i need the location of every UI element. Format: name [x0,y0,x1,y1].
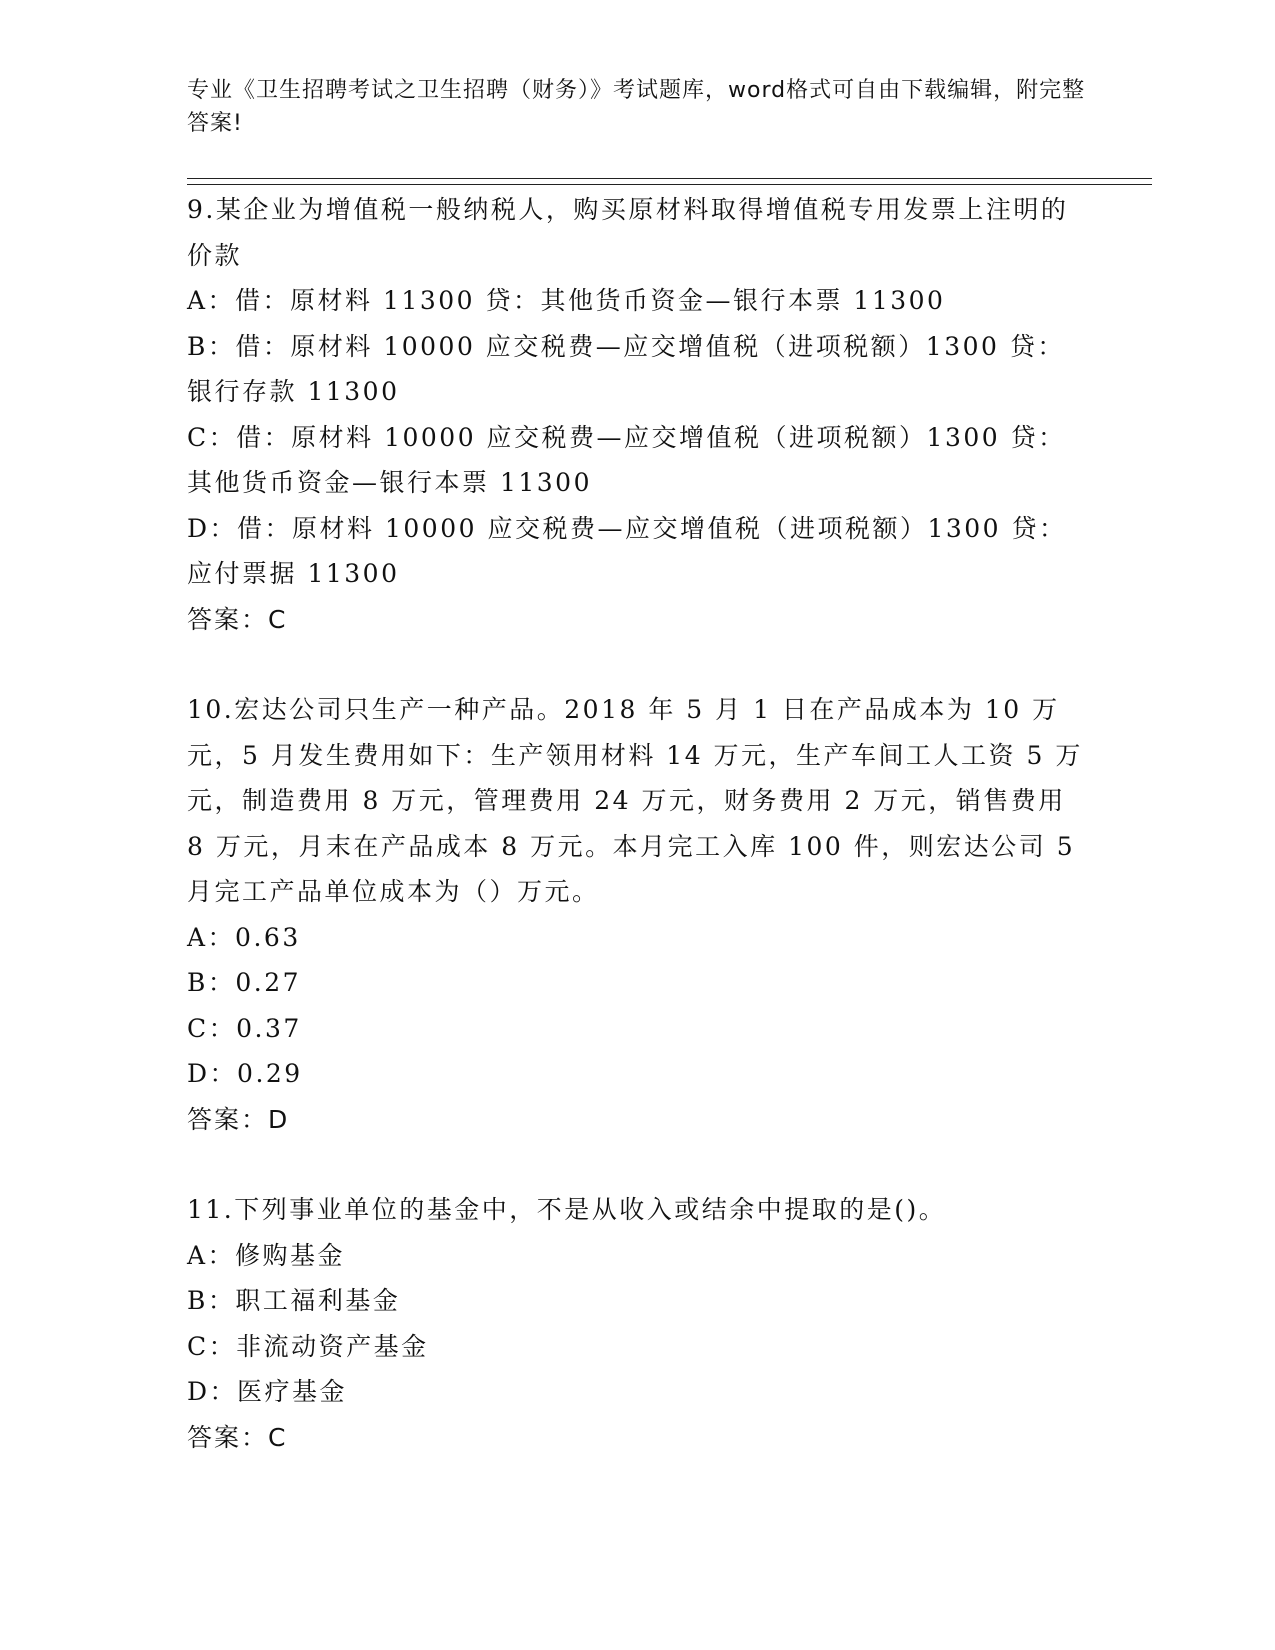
option-c: C：借：原材料 10000 应交税费—应交增值税（进项税额）1300 贷：其他货币资金—银行本票 11300 [187,422,1066,497]
option-d: D：医疗基金 [187,1377,348,1406]
question-10 [187,687,1087,1142]
option-a: A：0.63 [187,922,301,952]
option-c: C：0.37 [187,1013,302,1043]
question-stem: 9.某企业为增值税一般纳税人，购买原材料取得增值税专用发票上注明的价款 [187,195,1069,270]
option-c: C：非流动资产基金 [187,1331,429,1361]
answer-line: 答案：C [187,604,288,634]
question-stem: 11.下列事业单位的基金中，不是从收入或结余中提取的是()。 [187,1195,947,1224]
answer-line: 答案：D [187,1104,290,1134]
option-b: B：0.27 [187,968,302,997]
question-stem: 10.宏达公司只生产一种产品。2018 年 5 月 1 日在产品成本为 10 万元，5 月发生费用如下：生产领用材料 14 万元，生产车间工人工资 5 万元，制造费用 8 万元，管理费用 24 万元，财务费用 2 万元，销售费用 8 万元，月末在产品成本 8 万元。本月完工入库 100 件，则宏达公司 5 月完工产品单位成本为（）万元。 [187,695,1083,906]
option-d: D：0.29 [187,1059,303,1088]
question-11 [187,1187,1087,1460]
header-divider-bottom [187,184,1152,185]
option-d: D：借：原材料 10000 应交税费—应交增值税（进项税额）1300 贷：应付票据 11300 [187,513,1067,588]
answer-line: 答案：C [187,1422,288,1452]
document-header: 专业《卫生招聘考试之卫生招聘（财务）》考试题库，word格式可自由下载编辑，附完整答案! [187,78,1086,136]
option-a: A：借：原材料 11300 贷：其他货币资金—银行本票 11300 [187,286,946,315]
question-9 [187,187,1087,642]
option-b: B：借：原材料 10000 应交税费—应交增值税（进项税额）1300 贷：银行存款 11300 [187,331,1065,406]
option-b: B：职工福利基金 [187,1286,401,1315]
option-a: A：修购基金 [187,1240,346,1270]
header-divider-top [187,178,1152,179]
